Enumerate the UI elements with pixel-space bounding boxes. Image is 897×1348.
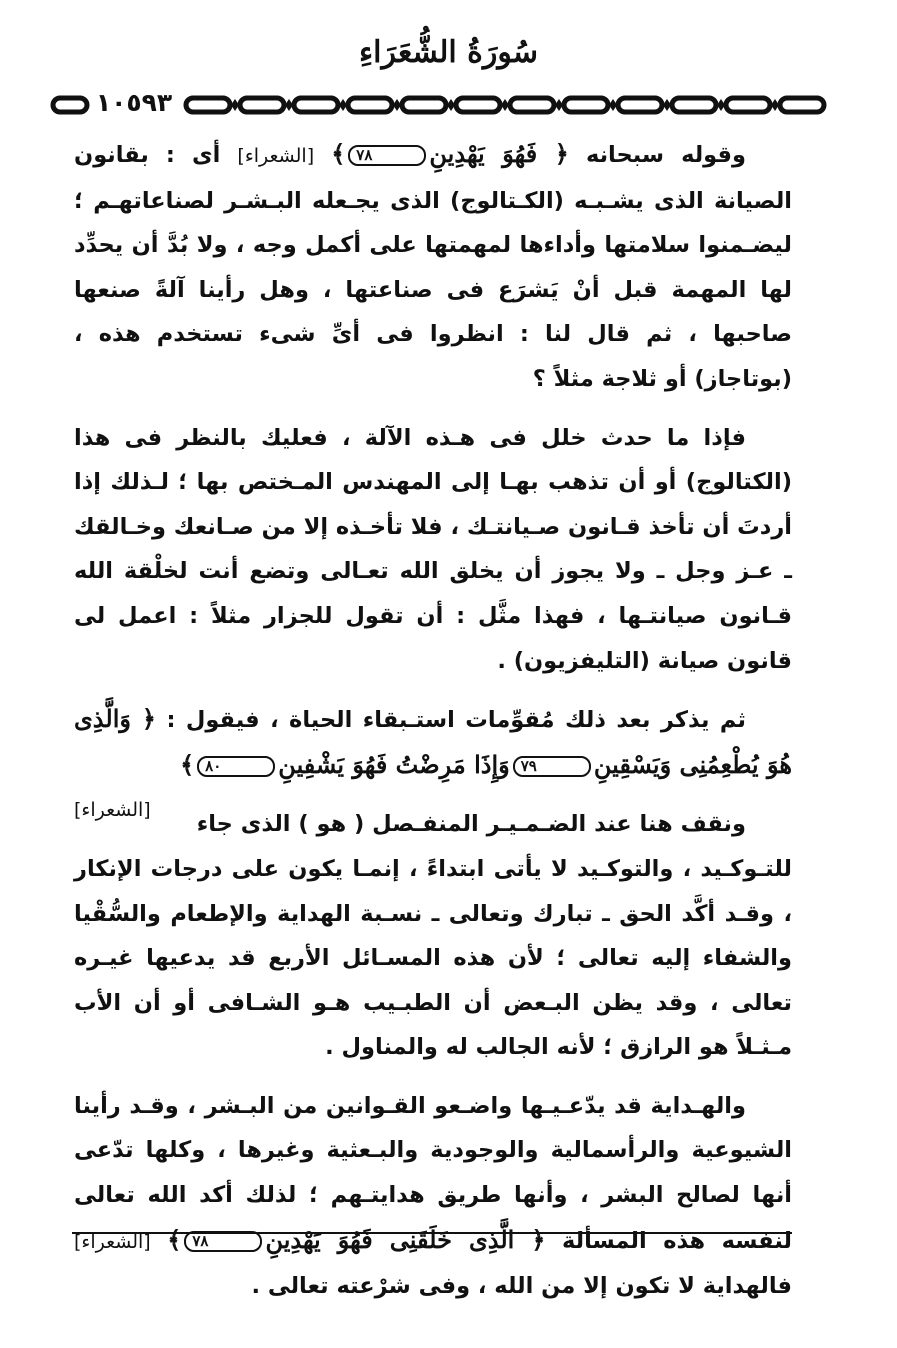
page-body [74, 132, 792, 1309]
p5-quran-quote: ﴿ الَّذِى خَلَقَنِى فَهُوَ يَهْدِينِ٧٨﴾ [167, 1224, 546, 1254]
p3-surah-ref: [الشعراء] [74, 799, 151, 822]
paragraph-1 [74, 132, 792, 402]
p3-text: ثم يذكر بعد ذلك مُقوِّمات استـبقاء الحياة ، فيقول : [166, 707, 746, 734]
ornament-left-end [50, 90, 90, 120]
ornament-link [294, 98, 338, 112]
p5-text: والهـداية قد يدّعـيـها واضـعو القـوانين من البـشر ، وقـد رأينا الشيوعية والرأسمالية والوجودية والبـعثية وغيرها ، وكلها تدّعى أنها لصالح البشر ، وأنها طريق هدايتـهم ؛ لذلك أكد الله تعالى لنفسه هذه المسألة [74, 1092, 792, 1254]
header-ornament-band [182, 90, 830, 120]
ornament-link [564, 98, 608, 112]
surah-title: سُورَةُ الشُّعَرَاءِ [359, 35, 538, 70]
ornament-link [726, 98, 770, 112]
paragraph-5 [74, 1084, 792, 1309]
p1-intro: وقوله سبحانه [585, 142, 746, 168]
verse-number: ٨٠ [197, 756, 275, 777]
ornament-link [240, 98, 284, 112]
footer-rule [72, 1232, 792, 1234]
p1-surah-ref: [الشعراء] [237, 145, 315, 167]
verse-number: ٧٨ [184, 1231, 262, 1252]
verse-number: ٧٨ [348, 145, 426, 166]
p3-quran-quote: ﴿ وَالَّذِى هُوَ يُطْعِمُنِى وَيَسْقِينِ٧٩وَإِذَا مَرِضْتُ فَهُوَ يَشْفِينِ٨٠﴾ [74, 704, 792, 779]
paragraph-3 [74, 697, 792, 822]
ornament-link [780, 98, 824, 112]
paragraph-4: ونقف هنا عند الضـمـيـر المنفـصل ( هو ) الذى جاء للتـوكـيد ، والتوكـيد لا يأتى ابتداءً ، إنمـا يكون على درجات الإنكار ، وقـد أكَّد الحق ـ تبارك وتعالى ـ نسـبة الهداية والإطعام والسُّقْيا والشفاء إليه تعالى ؛ لأن هذه المسـائل الأربع قد يدعيها غيـره تعالى ، وقد يظن البـعض أن الطبـيب هـو الشـافى أو أن الأب مـثـلاً هو الرازق ؛ لأنه الجالب له والمناول . [74, 811, 792, 1061]
ornament-link [618, 98, 662, 112]
ornament-link [456, 98, 500, 112]
p5-tail: فالهداية لا تكون إلا من الله ، وفى شرْعته تعالى . [251, 1273, 792, 1300]
p1-quran-quote: ﴿ فَهُوَ يَهْدِينِ٧٨﴾ [331, 139, 569, 168]
p5-surah-ref: [الشعراء] [74, 1230, 151, 1253]
page-number: ١٠٥٩٣ [95, 88, 173, 117]
ornament-link [510, 98, 554, 112]
ornament-link [672, 98, 716, 112]
ornament-link [402, 98, 446, 112]
paragraph-2: فإذا ما حدث خلل فى هـذه الآلة ، فعليك بالنظر فى هذا (الكتالوج) أو أن تذهب بهـا إلى المهندس المـختص بها ؛ لـذلك إذا أردتَ أن تأخذ قـانون صـيانتـك ، فلا تأخـذه إلا من صـانعك وخـالقك ـ عـز وجل ـ ولا يجوز أن يخلق الله تعـالى وتضع أنت لخلْقة الله قـانون صيانتـها ، فهذا مثَّل : أن تقول للجزار مثلاً : اعمل لى قانون صيانة (التليفزيون) . [74, 424, 792, 674]
ornament-link [186, 98, 230, 112]
ornament-link [348, 98, 392, 112]
p1-text: أى : بقانون الصيانة الذى يشـبـه (الكـتالوج) الذى يجـعله البـشـر لصناعاتهـم ؛ ليضـمنوا سلامتها وأداءها لمهمتها على أكمل وجه ، ولا بُدَّ أن يحدِّد لها المهمة قبل أنْ يَشرَع فى صناعتها ، وهل رأينا آلةً صنعها صاحبها ، ثم قال لنا : انظروا فى أىِّ شىء تستخدم هذه ، (بوتاجاز) أو ثلاجة مثلاً ؟ [74, 142, 792, 392]
verse-number: ٧٩ [513, 756, 591, 777]
